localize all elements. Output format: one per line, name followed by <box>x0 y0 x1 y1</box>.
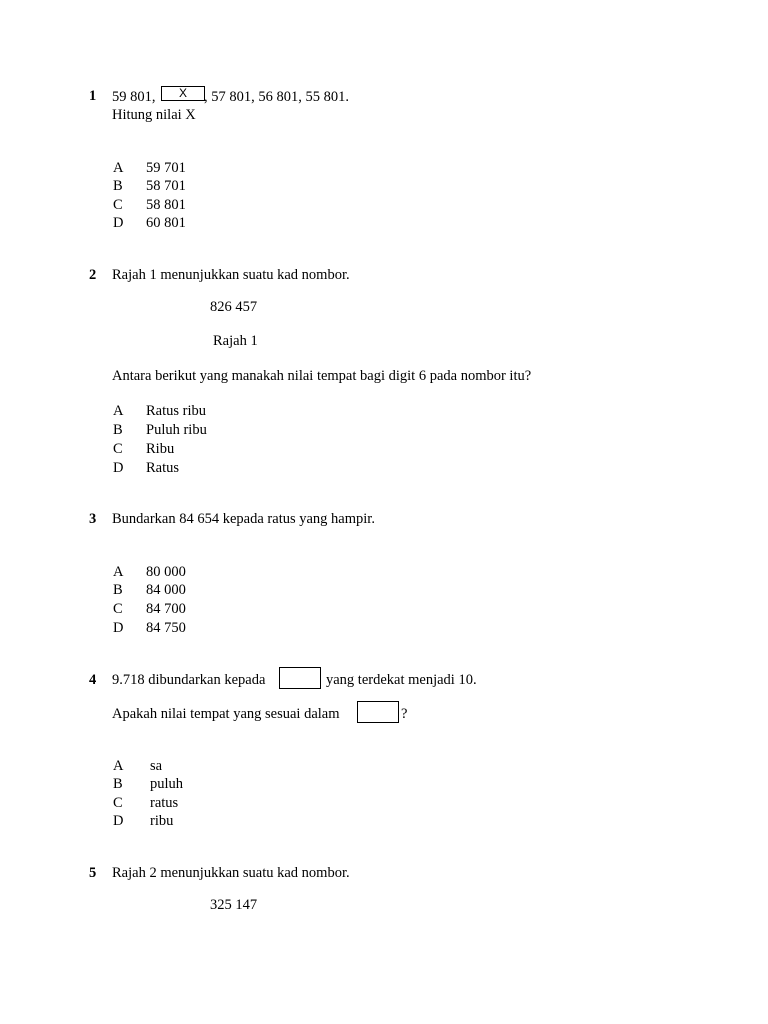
option-letter: B <box>113 178 123 194</box>
option-text: Ratus <box>146 460 180 476</box>
question-text: Bundarkan 84 654 kepada ratus yang hampir. <box>112 511 375 527</box>
option-text: 59 701 <box>146 160 186 176</box>
option-letter: C <box>113 197 123 213</box>
question-line2-start: Apakah nilai tempat yang sesuai dalam <box>112 706 340 722</box>
option-text: Puluh ribu <box>146 422 207 438</box>
option-letter: C <box>113 441 123 457</box>
question-line2-end: ? <box>401 706 408 722</box>
question-intro: Rajah 2 menunjukkan suatu kad nombor. <box>112 865 350 881</box>
question-number: 2 <box>89 267 97 283</box>
option-text: 80 000 <box>146 564 186 580</box>
question-line1-end: yang terdekat menjadi 10. <box>326 672 477 688</box>
option-text: Ribu <box>146 441 175 457</box>
figure-label: Rajah 1 <box>213 333 258 349</box>
option-letter: B <box>113 422 123 438</box>
question-number: 4 <box>89 672 97 688</box>
option-text: sa <box>150 758 163 774</box>
option-text: puluh <box>150 776 184 792</box>
answer-box <box>279 667 321 689</box>
option-text: 58 701 <box>146 178 186 194</box>
question-line1-start: 9.718 dibundarkan kepada <box>112 672 266 688</box>
sequence-end: , 57 801, 56 801, 55 801. <box>204 89 349 105</box>
option-letter: A <box>113 403 124 419</box>
question-number: 5 <box>89 865 97 881</box>
option-letter: D <box>113 215 124 231</box>
option-letter: C <box>113 795 123 811</box>
question-number: 1 <box>89 88 97 104</box>
option-letter: B <box>113 582 123 598</box>
option-letter: B <box>113 776 123 792</box>
option-letter: A <box>113 758 124 774</box>
question-number: 3 <box>89 511 97 527</box>
option-letter: D <box>113 620 124 636</box>
option-text: 84 750 <box>146 620 186 636</box>
option-letter: C <box>113 601 123 617</box>
option-text: 58 801 <box>146 197 186 213</box>
answer-box-x: X <box>161 86 205 101</box>
option-text: 60 801 <box>146 215 186 231</box>
option-letter: D <box>113 813 124 829</box>
sequence-start: 59 801, <box>112 89 156 105</box>
option-text: 84 000 <box>146 582 186 598</box>
option-text: Ratus ribu <box>146 403 207 419</box>
question-text: Antara berikut yang manakah nilai tempat bagi digit 6 pada nombor itu? <box>112 368 532 384</box>
option-letter: D <box>113 460 124 476</box>
answer-box <box>357 701 399 723</box>
option-text: ribu <box>150 813 174 829</box>
option-letter: A <box>113 564 124 580</box>
option-text: 84 700 <box>146 601 186 617</box>
option-letter: A <box>113 160 124 176</box>
question-intro: Rajah 1 menunjukkan suatu kad nombor. <box>112 267 350 283</box>
option-text: ratus <box>150 795 179 811</box>
number-card: 325 147 <box>210 897 258 913</box>
number-card: 826 457 <box>210 299 258 315</box>
question-text: Hitung nilai X <box>112 107 196 123</box>
